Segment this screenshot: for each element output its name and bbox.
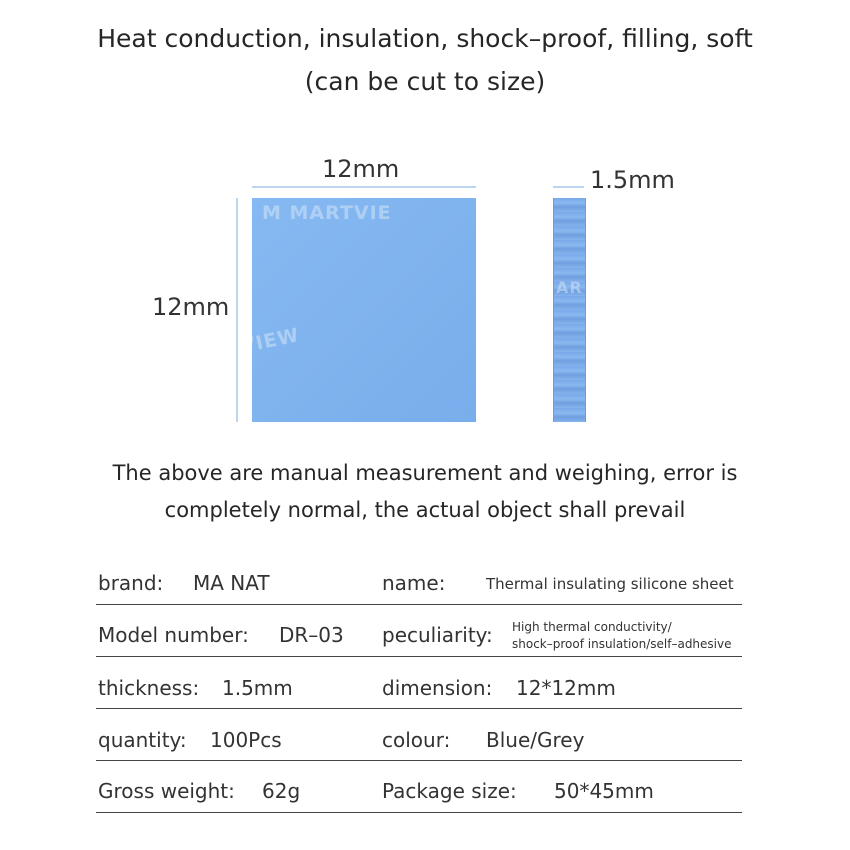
height-label: 12mm	[152, 293, 230, 321]
peculiarity-value-line-2: shock–proof insulation/self–adhesive	[512, 637, 732, 651]
headline-cut-to-size: (can be cut to size)	[304, 67, 546, 96]
headline-features: Heat conduction, insulation, shock–proof, filling, soft	[97, 24, 753, 53]
brand-label: brand:	[98, 571, 164, 595]
thickness-spec-value: 1.5mm	[222, 676, 293, 700]
name-value: Thermal insulating silicone sheet	[486, 575, 734, 593]
watermark-text-mid: VIEW	[238, 324, 302, 358]
gross-weight-label: Gross weight:	[98, 779, 235, 803]
watermark-text: M MARTVIE	[262, 202, 392, 224]
thickness-marker-line	[553, 186, 584, 188]
gross-weight-value: 62g	[262, 779, 301, 803]
row-divider	[96, 656, 742, 657]
width-marker-line	[252, 186, 476, 188]
thickness-spec-label: thickness:	[98, 676, 200, 700]
row-divider	[96, 708, 742, 709]
thermal-pad-front-view	[252, 198, 476, 422]
dimension-label: dimension:	[382, 676, 493, 700]
row-divider	[96, 760, 742, 761]
dimension-value: 12*12mm	[516, 676, 616, 700]
quantity-value: 100Pcs	[210, 728, 282, 752]
row-divider	[96, 604, 742, 605]
peculiarity-label: peculiarity:	[382, 623, 493, 647]
watermark-text-side: AR	[556, 278, 583, 297]
name-label: name:	[382, 571, 446, 595]
model-number-label: Model number:	[98, 623, 249, 647]
brand-value: MA NAT	[193, 571, 270, 595]
disclaimer-line-1: The above are manual measurement and weighing, error is	[112, 461, 738, 485]
width-label: 12mm	[322, 155, 400, 183]
package-size-value: 50*45mm	[554, 779, 654, 803]
quantity-label: quantity:	[98, 728, 187, 752]
model-number-value: DR–03	[279, 623, 344, 647]
height-marker-line	[236, 198, 238, 422]
thermal-pad-side-view	[553, 198, 586, 422]
thickness-label: 1.5mm	[590, 166, 675, 194]
colour-label: colour:	[382, 728, 451, 752]
row-divider	[96, 812, 742, 813]
package-size-label: Package size:	[382, 779, 517, 803]
disclaimer-line-2: completely normal, the actual object shall prevail	[164, 498, 686, 522]
peculiarity-value-line-1: High thermal conductivity/	[512, 620, 672, 634]
colour-value: Blue/Grey	[486, 728, 585, 752]
